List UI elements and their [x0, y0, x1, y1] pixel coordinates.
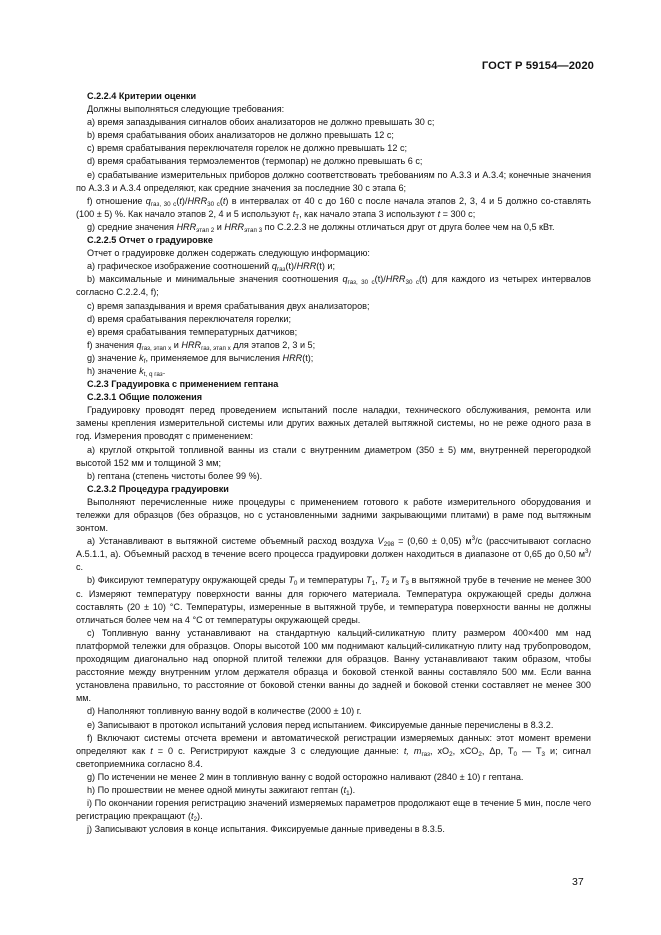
list-item: d) Наполняют топливную ванну водой в количестве (2000 ± 10) г. — [87, 706, 362, 717]
document-header: ГОСТ Р 59154—2020 — [481, 60, 594, 72]
section-heading-c225: С.2.2.5 Отчет о градуировке — [87, 235, 213, 246]
list-item: а) время запаздывания сигналов обоих анализаторов не должно превышать 30 с; — [87, 117, 435, 128]
list-item: g) средние значения $HRR_{этап 2}$ и $HRR_{этап 3}$ по С.2.2.3 не должны отличаться друг от друга более чем на 0,5 кВт. — [87, 221, 555, 234]
list-item: d) время срабатывания термоэлементов (термопар) не должно превышать 6 с; — [87, 156, 423, 167]
section-heading-c231: С.2.3.1 Общие положения — [87, 392, 203, 403]
list-item: е) время срабатывания температурных датчиков; — [87, 326, 298, 337]
list-item: i) По окончании горения регистрацию значений измеряемых параметров продолжают еще в течение 5 мин, после чего регистрацию прекращают $(t_2)$. — [76, 798, 591, 824]
list-item: b) Фиксируют температуру окружающей среды $T_0$ и температуры $T_1$, $T_2$ и $T_3$ в вытяжной трубе в течение не менее 300 с. Измеряют температуру поверхности ванны для горючего материала. Температура окружающей среды должна составлять (20 ± 10) °С. Температуры, измеренные в вытяжной трубе, и температура поверхности ванны не должны отличаться более чем на 4 °С от температуры окружающей среды. — [76, 575, 591, 625]
paragraph: Должны выполняться следующие требования: — [87, 104, 285, 115]
list-item: f) значения $q_{газ, этап x}$ и $HRR_{газ, этап x}$ для этапов 2, 3 и 5; — [87, 339, 316, 352]
list-item: с) Топливную ванну устанавливают на стандартную кальций-силикатную плиту размером 400×400 мм над платформой тележки для образцов. Опоры высотой 100 мм поднимают кальций-силикатную плиту над трубопроводом, проходящим диагонально над опорной плитой тележки для образцов. Ванну устанавливают таким образом, чтобы расстояние между внутренним углом держателя образца и боковой стенкой ванны составляло 500 мм. Если ванна установлена правильно, то расстояние от боковой стенки ванны до задней и боковой стенки составляет не менее 300 мм. — [76, 627, 591, 704]
list-item: j) Записывают условия в конце испытания. Фиксируемые данные приведены в 8.3.5. — [87, 824, 445, 835]
list-item: b) гептана (степень чистоты более 99 %). — [87, 470, 263, 481]
list-item: а) Устанавливают в вытяжной системе объемный расход воздуха $V_{298} = (0,60 \pm 0,05)$ $м^3/с$ (рассчитывают согласно А.5.1.1, а). Объемный расход в течение всего процесса градуировки должен находиться в диапазоне от 0,65 до 0,50 $м^3/с$. — [76, 535, 591, 573]
list-item: а) графическое изображение соотношений $q_{газ}(t)/HRR(t)$ и; — [87, 261, 336, 274]
list-item: h) По прошествии не менее одной минуты зажигают гептан $(t_1)$. — [87, 784, 356, 797]
list-item: d) время срабатывания переключателя горелки; — [87, 313, 291, 324]
paragraph: Отчет о градуировке должен содержать следующую информацию: — [87, 248, 370, 259]
section-heading-c224: С.2.2.4 Критерии оценки — [87, 91, 197, 101]
page-number: 37 — [572, 876, 584, 888]
list-item: h) значение $k_{t, q газ}$. — [87, 365, 166, 378]
list-item: f) Включают системы отсчета времени и автоматической регистрации измеряемых данных: этот момент времени определяют как t = 0 с. Регистрируют каждые 3 с следующие данные: t, $m_{газ}$, $xO_2$, xCO$_2$, Δp, $T_0$ — $T_3$ и; сигнал светоприемника согласно 8.4. — [76, 732, 591, 769]
paragraph: Градуировку проводят перед проведением испытаний после наладки, технического обслуживания, ремонта или замены крепления измерительной системы или других важных деталей вытяжной системы, но не реже одного раза в год. Измерения проводят с применением: — [76, 405, 591, 442]
paragraph: Выполняют перечисленные ниже процедуры с применением готового к работе измерительного оборудования и тележки для образцов (без образцов, но с установленными задними закрывающими плитами) в раме под вытяжным зонтом. — [76, 496, 591, 534]
section-heading-c23: С.2.3 Градуировка с применением гептана — [87, 379, 279, 390]
list-item: f) отношение $q_{газ, 30 с}(t)/HRR_{30 с}(t)$ в интервалах от 40 с до 160 с после начала этапов 2, 3, 4 и 5 должно со-ставлять (100 ± 5) %. Как начало этапов 2, 4 и 5 используют $t_T$, как начало этапа 3 используют t = 300 с; — [76, 195, 591, 221]
list-item: g) По истечении не менее 2 мин в топливную ванну с водой осторожно наливают (2840 ± 10) г гептана. — [87, 771, 524, 782]
list-item: е) Записывают в протокол испытаний условия перед испытанием. Фиксируемые данные перечислены в 8.3.2. — [87, 719, 554, 730]
list-item: с) время запаздывания и время срабатывания двух анализаторов; — [87, 300, 370, 311]
section-heading-c232: С.2.3.2 Процедура градуировки — [87, 483, 229, 494]
list-item: b) время срабатывания обоих анализаторов не должно превышать 12 с; — [87, 130, 394, 141]
list-item: g) значение $k_f$, применяемое для вычисления HRR(t); — [87, 352, 314, 365]
list-item: с) время срабатывания переключателя горелок не должно превышать 12 с; — [87, 143, 408, 154]
list-item: b) максимальные и минимальные значения соотношения $q_{газ, 30 с}(t)/HRR_{30 с}(t)$ для каждого из четырех интервалов согласно С.2.2.4, f); — [76, 274, 592, 298]
list-item: а) круглой открытой топливной ванны из стали с внутренним диаметром (350 ± 5) мм, внутренней перегородкой высотой 152 мм и толщиной 3 мм; — [76, 444, 591, 468]
list-item: е) срабатывание измерительных приборов должно соответствовать требованиям по А.3.3 и А.3.4; конечные значения по А.3.3 и А.3.4 определяют, как средние значения за последние 30 с этапа 6; — [76, 169, 591, 193]
page-content — [76, 90, 591, 836]
